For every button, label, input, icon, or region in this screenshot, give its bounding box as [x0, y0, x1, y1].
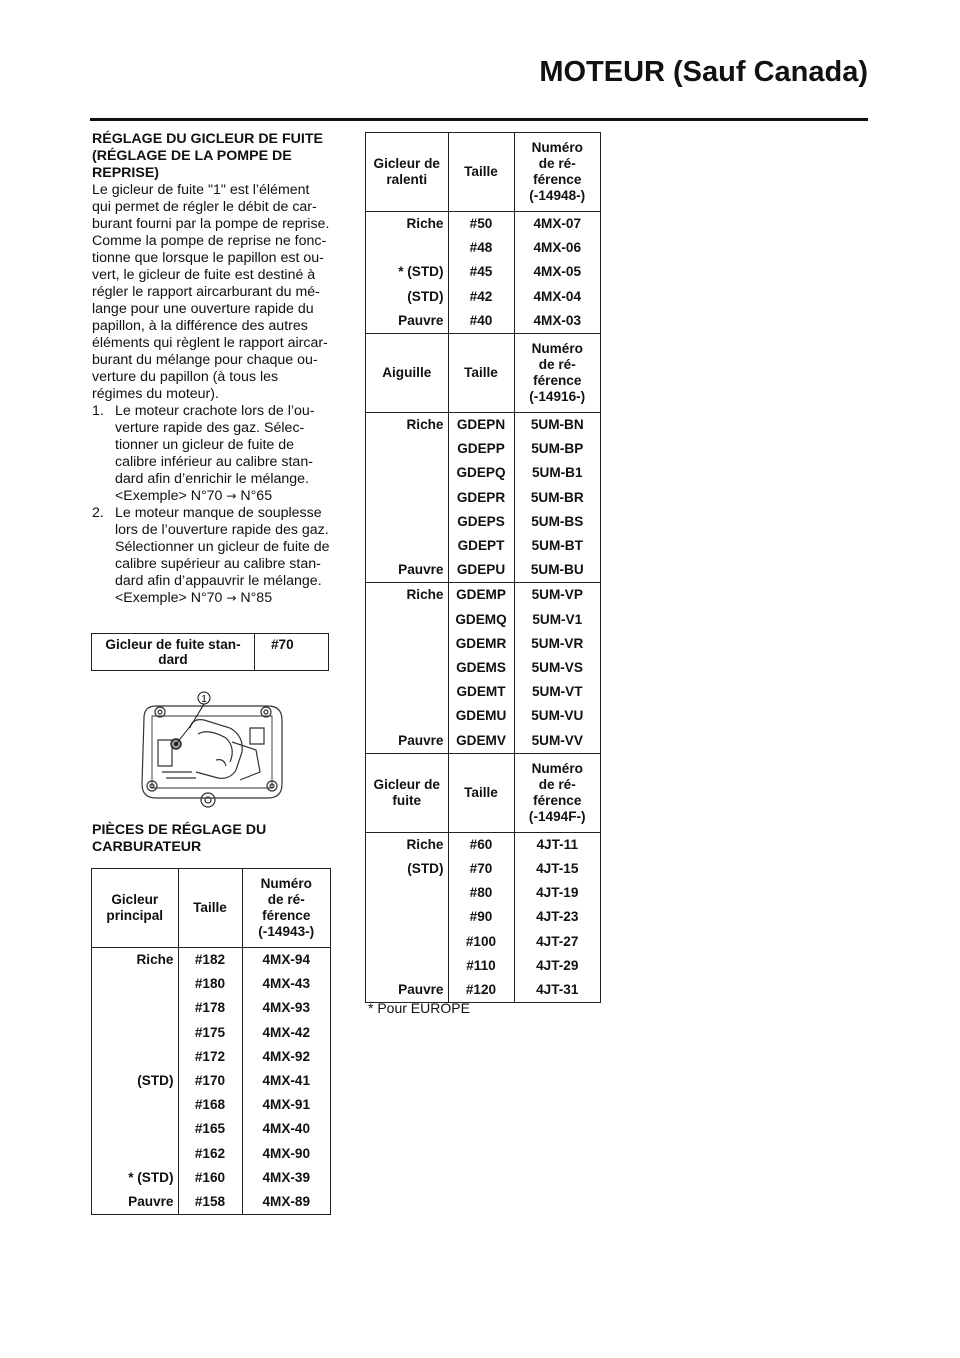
table-row — [366, 461, 600, 485]
table-row — [92, 1117, 330, 1141]
table-cell: 4MX-90 — [242, 1142, 330, 1166]
table-row — [366, 930, 600, 954]
item-line: calibre supérieur au calibre stan- — [115, 556, 321, 572]
example-from: <Exemple> N°70 — [115, 488, 223, 504]
footnote: * Pour EUROPE — [368, 1000, 470, 1016]
table-cell — [92, 996, 178, 1020]
table-cell: GDEPU — [448, 558, 514, 583]
body-line: papillon, à la différence des autres — [92, 318, 308, 334]
table-cell — [366, 930, 448, 954]
list-number: 1. — [92, 403, 104, 419]
table-cell: #120 — [448, 978, 514, 1002]
table-cell: Riche — [136, 952, 174, 967]
table-row — [92, 1142, 330, 1166]
header-cell: Numéro de ré-férence (-14948-) — [514, 133, 600, 212]
table-cell: #172 — [178, 1045, 242, 1069]
table-cell: 4JT-27 — [514, 930, 600, 954]
table-cell: Pauvre — [128, 1194, 174, 1210]
table-row — [366, 905, 600, 929]
body-line: régler le rapport aircarburant du mé- — [92, 284, 320, 300]
table-cell: 4JT-23 — [514, 905, 600, 929]
table-row — [366, 729, 600, 754]
table-cell: 5UM-VV — [514, 729, 600, 754]
item-line: lors de l’ouverture rapide des gaz. — [115, 522, 329, 538]
heading-line: RÉGLAGE DU GICLEUR DE FUITE — [92, 131, 323, 147]
table-row — [366, 656, 600, 680]
table-cell — [92, 1117, 178, 1141]
header-cell: Numéro de ré-férence (-14916-) — [514, 334, 600, 413]
table-cell: 4MX-93 — [242, 996, 330, 1020]
table-cell: 5UM-BN — [514, 413, 600, 438]
table-row — [366, 309, 600, 334]
table-cell: #182 — [178, 948, 242, 973]
arrow-right-icon: → — [226, 489, 237, 503]
table-row — [366, 583, 600, 608]
body-line: éléments qui règlent le rapport aircar- — [92, 335, 328, 351]
table-cell: 4MX-39 — [242, 1166, 330, 1190]
body-line: qui permet de régler le débit de car- — [92, 199, 317, 215]
table-row — [366, 680, 600, 704]
table-cell: GDEMQ — [448, 608, 514, 632]
carburetor-figure — [132, 688, 292, 814]
table-cell: #45 — [448, 260, 514, 284]
table-cell — [366, 905, 448, 929]
page-title: MOTEUR (Sauf Canada) — [539, 56, 868, 88]
sub-heading — [92, 822, 332, 856]
header-cell: Numéro de ré-férence (-14943-) — [242, 869, 330, 948]
heading-line: REPRISE) — [92, 165, 160, 181]
header-cell: Taille — [448, 334, 514, 413]
header-cell: Aiguille — [366, 334, 448, 413]
table-cell — [92, 1045, 178, 1069]
table-cell: 4JT-19 — [514, 881, 600, 905]
table-cell — [366, 486, 448, 510]
main-jet-rows — [92, 948, 330, 1215]
body-line: burant du mélange pour chaque ou- — [92, 352, 318, 368]
item-line: dard afin d’appauvrir le mélange. — [115, 573, 322, 589]
table-row — [366, 881, 600, 905]
table-cell: (STD) — [407, 861, 444, 877]
table-cell: GDEMT — [448, 680, 514, 704]
needle-rows-a — [366, 413, 600, 583]
header-cell: Taille — [448, 753, 514, 832]
table-cell — [92, 1021, 178, 1045]
arrow-right-icon: → — [226, 591, 237, 605]
table-cell — [366, 608, 448, 632]
table-cell — [366, 632, 448, 656]
table-cell: #60 — [448, 832, 514, 857]
table-cell: * (STD) — [398, 264, 444, 280]
table-row — [366, 413, 600, 438]
table-cell — [366, 704, 448, 728]
table-cell: #80 — [448, 881, 514, 905]
standard-leak-jet-table — [91, 633, 329, 671]
header-cell: Numéro de ré-férence (-1494F-) — [514, 753, 600, 832]
table-cell: 4JT-29 — [514, 954, 600, 978]
body-line: Comme la pompe de reprise ne fonc- — [92, 233, 327, 249]
table-cell: 4MX-89 — [242, 1190, 330, 1214]
table-cell: 5UM-VS — [514, 656, 600, 680]
table-cell: #110 — [448, 954, 514, 978]
table-cell: GDEPN — [448, 413, 514, 438]
table-cell: GDEPQ — [448, 461, 514, 485]
table-cell: #48 — [448, 236, 514, 260]
example-to: N°65 — [240, 488, 273, 504]
body-line: régimes du moteur). — [92, 386, 219, 402]
table-cell: GDEPS — [448, 510, 514, 534]
table-cell: (STD) — [137, 1073, 174, 1089]
leak-jet-rows — [366, 832, 600, 1002]
table-row — [366, 704, 600, 728]
table-cell: 5UM-VR — [514, 632, 600, 656]
item-line: Le moteur crachote lors de l’ou- — [115, 403, 315, 419]
body-line: burant fourni par la pompe de reprise. — [92, 216, 330, 232]
std-value: #70 — [255, 634, 329, 671]
table-row — [366, 212, 600, 237]
table-cell: * (STD) — [128, 1169, 174, 1185]
body-line: Le gicleur de fuite "1" est l’élément — [92, 182, 310, 198]
table-cell: Pauvre — [398, 312, 444, 328]
table-cell: GDEPR — [448, 486, 514, 510]
table-row — [92, 1093, 330, 1117]
body-line: lange pour une ouverture rapide du — [92, 301, 314, 317]
table-row — [92, 996, 330, 1020]
table-row — [92, 1069, 330, 1093]
table-cell: #158 — [178, 1190, 242, 1214]
table-cell: Riche — [406, 417, 444, 433]
table-cell: Riche — [406, 836, 444, 852]
table-cell: GDEPP — [448, 437, 514, 461]
body-line: verture du papillon (à tous les — [92, 369, 279, 385]
table-cell: #40 — [448, 309, 514, 334]
table-cell: 5UM-V1 — [514, 608, 600, 632]
table-row — [366, 832, 600, 857]
item-line: tionner un gicleur de fuite de — [115, 437, 295, 453]
table-row — [92, 1045, 330, 1069]
list-number: 2. — [92, 505, 104, 521]
main-jet-table — [91, 868, 331, 1215]
table-cell: 5UM-VU — [514, 704, 600, 728]
table-cell: GDEMS — [448, 656, 514, 680]
svg-text:1: 1 — [201, 694, 207, 705]
table-cell: (STD) — [407, 288, 444, 304]
item-line: Le moteur manque de souplesse — [115, 505, 322, 521]
table-cell: 4JT-11 — [514, 832, 600, 857]
list-item — [92, 403, 332, 505]
item-line: dard afin d’enrichir le mélange. — [115, 471, 310, 487]
header-cell: Gicleur de ralenti — [366, 133, 448, 212]
table-row — [366, 558, 600, 583]
table-cell: 5UM-B1 — [514, 461, 600, 485]
header-cell: Taille — [448, 133, 514, 212]
table-cell: #42 — [448, 285, 514, 309]
table-cell — [366, 236, 448, 260]
table-row — [366, 534, 600, 558]
right-tables — [365, 132, 601, 1003]
table-row — [366, 632, 600, 656]
table-cell: Riche — [406, 216, 444, 231]
table-row — [92, 972, 330, 996]
instruction-list — [92, 403, 332, 607]
table-cell: 5UM-BP — [514, 437, 600, 461]
table-cell: Pauvre — [398, 562, 444, 578]
header-rule — [90, 118, 868, 121]
example-line — [115, 590, 332, 607]
table-cell — [366, 881, 448, 905]
table-cell: 5UM-VP — [514, 583, 600, 608]
example-from: <Exemple> N°70 — [115, 590, 223, 606]
table-row — [366, 285, 600, 309]
table-cell: GDEMP — [448, 583, 514, 608]
table-cell: 4JT-31 — [514, 978, 600, 1002]
table-row — [92, 1021, 330, 1045]
table-row — [92, 1166, 330, 1190]
table-cell: 5UM-BU — [514, 558, 600, 583]
sub-heading-line: CARBURATEUR — [92, 839, 202, 855]
table-cell — [366, 437, 448, 461]
example-to: N°85 — [240, 590, 273, 606]
table-cell: 5UM-BR — [514, 486, 600, 510]
table-row — [92, 948, 330, 973]
table-row — [366, 857, 600, 881]
header-cell: Gicleur principal — [92, 869, 178, 948]
table-cell: 4MX-41 — [242, 1069, 330, 1093]
body-line: tionne que lorsque le papillon est ou- — [92, 250, 324, 266]
table-row — [92, 1190, 330, 1214]
callout-1 — [198, 692, 210, 705]
table-cell: #165 — [178, 1117, 242, 1141]
table-cell — [366, 461, 448, 485]
table-cell: 4MX-05 — [514, 260, 600, 284]
table-cell: GDEMV — [448, 729, 514, 754]
table-cell: GDEMU — [448, 704, 514, 728]
table-cell: 4MX-92 — [242, 1045, 330, 1069]
body-line: vert, le gicleur de fuite est destiné à — [92, 267, 316, 283]
table-cell: #100 — [448, 930, 514, 954]
sub-heading-line: PIÈCES DE RÉGLAGE DU — [92, 822, 267, 838]
header-cell: Gicleur de fuite — [366, 753, 448, 832]
table-row — [366, 978, 600, 1002]
table-row — [366, 486, 600, 510]
table-cell: #70 — [448, 857, 514, 881]
header-cell: Taille — [178, 869, 242, 948]
table-cell — [92, 1142, 178, 1166]
item-line: verture rapide des gaz. Sélec- — [115, 420, 305, 436]
table-cell — [366, 680, 448, 704]
list-item — [92, 505, 332, 607]
needle-rows-b — [366, 583, 600, 753]
table-cell: #180 — [178, 972, 242, 996]
table-cell — [366, 954, 448, 978]
table-cell: 4MX-43 — [242, 972, 330, 996]
heading-line: (RÉGLAGE DE LA POMPE DE — [92, 148, 292, 164]
left-column — [92, 131, 332, 607]
section-body — [92, 182, 332, 403]
table-cell: Pauvre — [398, 982, 444, 998]
table-row — [366, 954, 600, 978]
table-cell: 4MX-03 — [514, 309, 600, 334]
table-cell — [92, 972, 178, 996]
table-cell: 4MX-04 — [514, 285, 600, 309]
table-cell: #170 — [178, 1069, 242, 1093]
table-cell: Riche — [366, 583, 448, 608]
table-cell: 4MX-06 — [514, 236, 600, 260]
table-cell — [366, 656, 448, 680]
table-cell — [92, 1093, 178, 1117]
table-cell: #178 — [178, 996, 242, 1020]
table-cell: 4MX-42 — [242, 1021, 330, 1045]
table-cell: #160 — [178, 1166, 242, 1190]
table-cell: #168 — [178, 1093, 242, 1117]
table-row — [366, 260, 600, 284]
table-cell: #162 — [178, 1142, 242, 1166]
section-heading — [92, 131, 332, 182]
table-cell: Pauvre — [398, 732, 444, 748]
table-cell — [366, 534, 448, 558]
table-row — [366, 608, 600, 632]
table-cell: #50 — [448, 212, 514, 237]
table-cell: GDEPT — [448, 534, 514, 558]
table-cell: 5UM-VT — [514, 680, 600, 704]
table-cell: GDEMR — [448, 632, 514, 656]
pilot-jet-rows — [366, 212, 600, 334]
table-row — [366, 437, 600, 461]
table-cell: 4MX-07 — [514, 212, 600, 237]
std-label: Gicleur de fuite stan-dard — [92, 634, 255, 671]
table-cell: 5UM-BS — [514, 510, 600, 534]
table-cell: #175 — [178, 1021, 242, 1045]
example-line — [115, 488, 332, 505]
table-row — [366, 236, 600, 260]
table-cell: 4MX-40 — [242, 1117, 330, 1141]
table-cell: 5UM-BT — [514, 534, 600, 558]
table-cell: 4JT-15 — [514, 857, 600, 881]
table-cell: 4MX-94 — [242, 948, 330, 973]
item-line: calibre inférieur au calibre stan- — [115, 454, 313, 470]
table-cell: #90 — [448, 905, 514, 929]
table-cell: 4MX-91 — [242, 1093, 330, 1117]
table-row — [366, 510, 600, 534]
item-line: Sélectionner un gicleur de fuite de — [115, 539, 330, 555]
table-cell — [366, 510, 448, 534]
